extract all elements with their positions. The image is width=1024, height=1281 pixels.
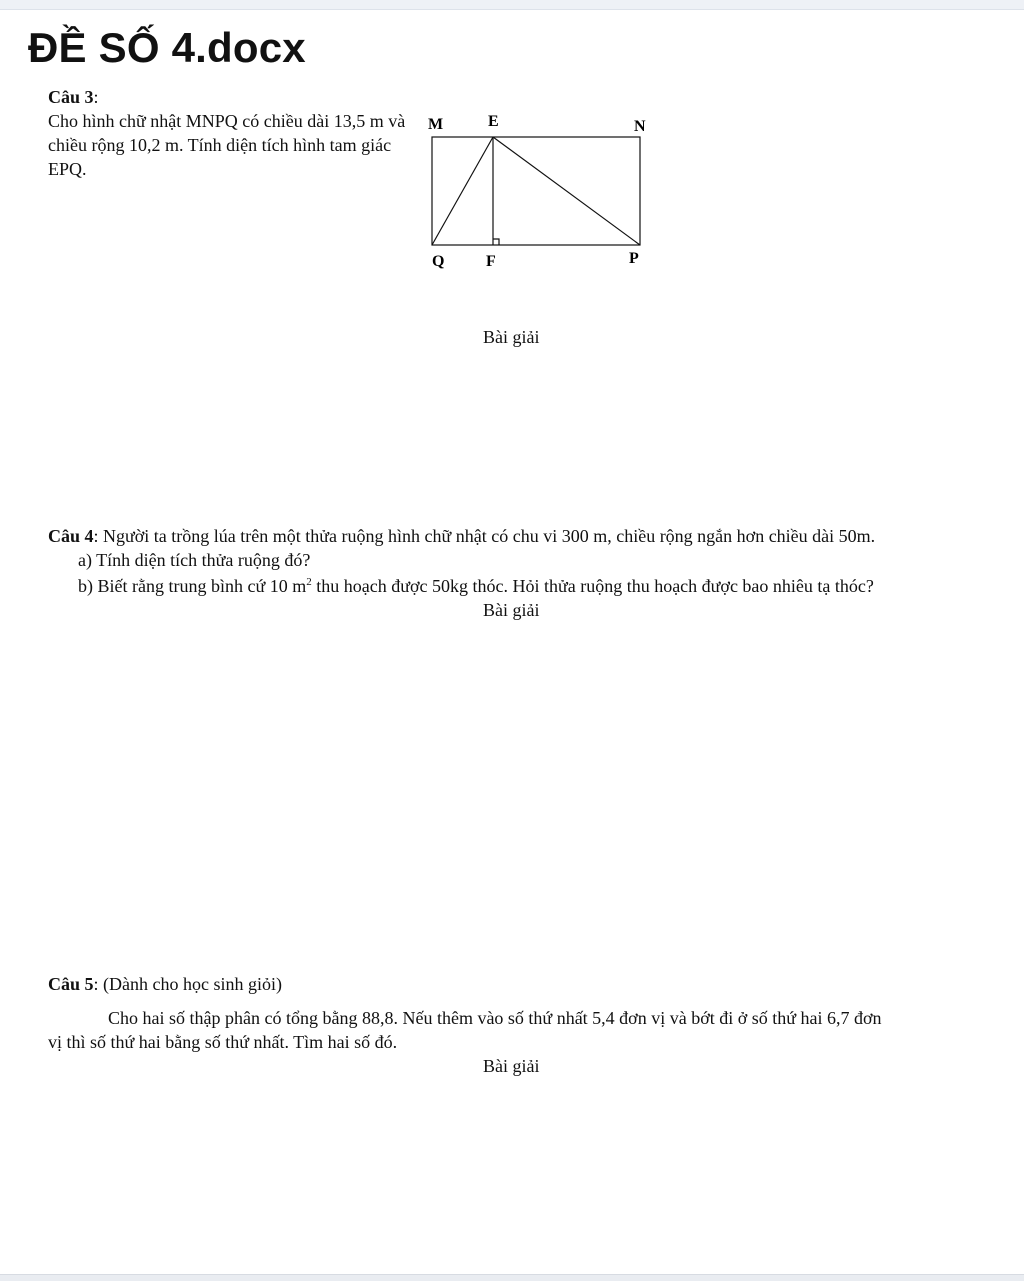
rectangle-mnpq [432, 137, 640, 245]
q5-heading: Câu 5 [48, 974, 94, 994]
q3-heading-line [48, 85, 99, 109]
label-m: M [428, 116, 444, 133]
q5-text-line-1: Cho hai số thập phân có tổng bằng 88,8. Nếu thêm vào số thứ nhất 5,4 đơn vị và bớt đi ở số thứ hai 6,7 đơn [108, 1008, 882, 1028]
q4-part-b-after: thu hoạch được 50kg thóc. Hỏi thửa ruộng thu hoạch được bao nhiêu tạ thóc? [311, 576, 874, 596]
segment-eq [432, 137, 493, 245]
segment-ep [493, 137, 640, 245]
label-q: Q [432, 253, 445, 270]
q3-heading-colon: : [93, 87, 99, 107]
q4-heading: Câu 4 [48, 526, 94, 546]
q4-part-b-exponent: 2 [306, 576, 312, 588]
q4-part-b [78, 574, 874, 598]
label-e: E [488, 113, 499, 130]
label-f: F [486, 253, 496, 270]
q5-solution-label: Bài giải [483, 1056, 540, 1076]
label-n: N [634, 118, 646, 135]
right-angle-mark [493, 239, 499, 245]
q3-problem-text: Cho hình chữ nhật MNPQ có chiều dài 13,5 m và chiều rộng 10,2 m. Tính diện tích hình tam giác EPQ. [48, 111, 406, 179]
q5-text-line-2: vị thì số thứ hai bằng số thứ nhất. Tìm hai số đó. [48, 1032, 398, 1052]
q4-part-a: a) Tính diện tích thửa ruộng đó? [78, 550, 311, 570]
q5-subtitle: : (Dành cho học sinh giỏi) [93, 974, 282, 994]
q3-geometry-figure [420, 108, 660, 273]
q5-heading-line [48, 972, 282, 996]
label-p: P [629, 250, 639, 267]
document-title: ĐỀ SỐ 4.docx [28, 24, 306, 71]
q3-solution-label: Bài giải [483, 327, 540, 347]
q4-heading-line [48, 524, 875, 548]
q4-text: : Người ta trồng lúa trên một thửa ruộng hình chữ nhật có chu vi 300 m, chiều rộng ngắn hơn chiều dài 50m. [93, 526, 876, 546]
top-window-strip [0, 0, 1024, 10]
q3-heading: Câu 3 [48, 87, 94, 107]
q4-part-b-before: b) Biết rằng trung bình cứ 10 m [78, 576, 307, 596]
q4-solution-label: Bài giải [483, 600, 540, 620]
